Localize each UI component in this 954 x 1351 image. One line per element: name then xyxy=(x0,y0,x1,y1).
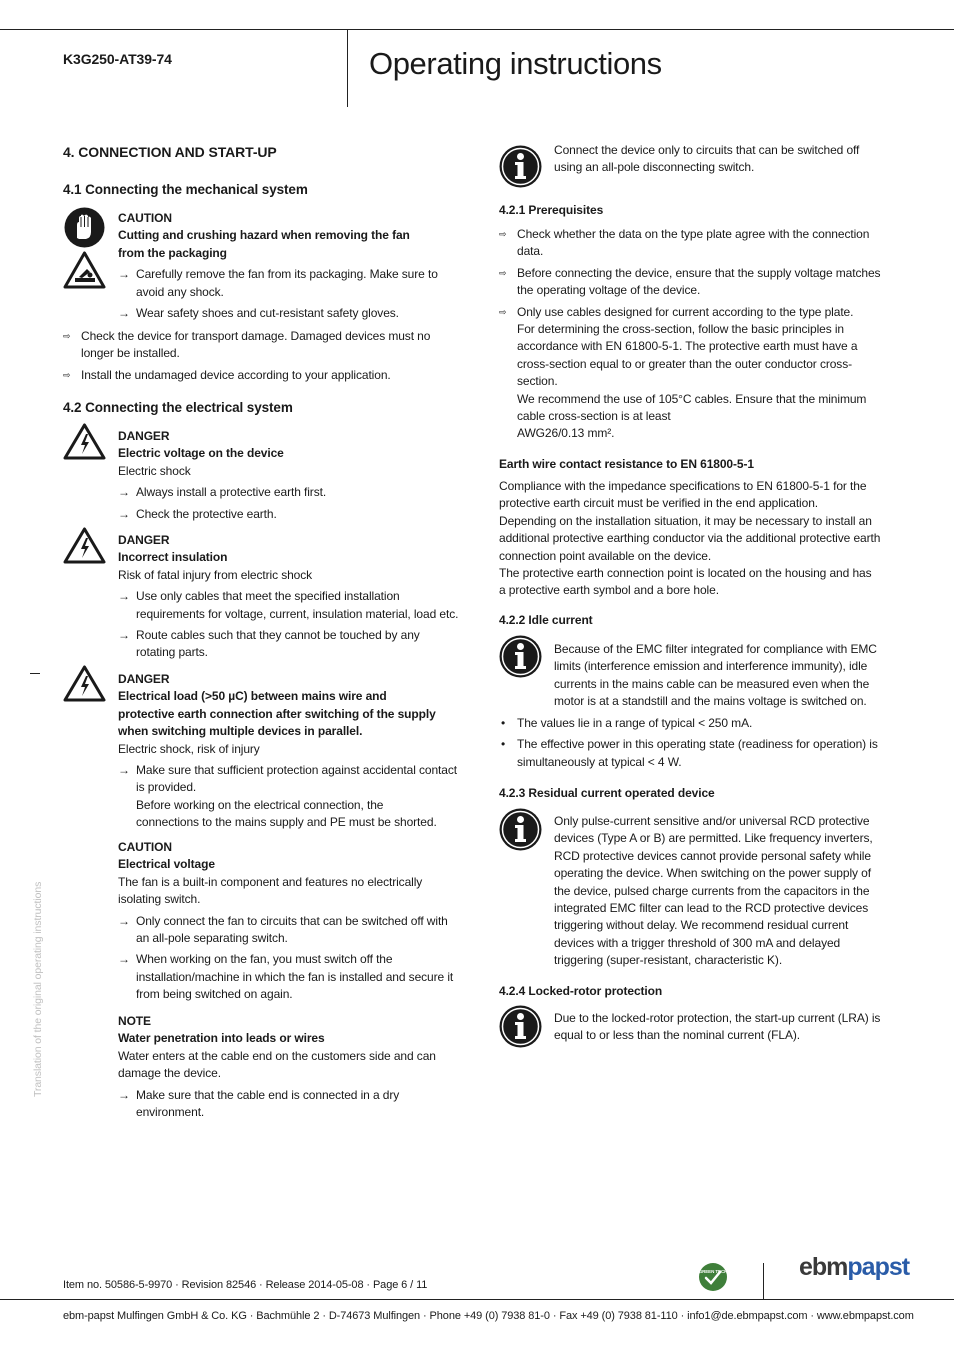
danger-title-line-3: when switching multiple devices in parallel. xyxy=(118,724,363,739)
arrow-item xyxy=(118,1087,468,1122)
electric-hazard-icon xyxy=(63,665,106,708)
bullet-text: Check the device for transport damage. Damaged devices must no xyxy=(81,329,431,343)
paragraph-line: additional protective earthing conductor via the additional protective earth xyxy=(499,531,881,546)
prerequisites-list xyxy=(499,226,894,443)
arrow-text: environment. xyxy=(136,1105,205,1120)
dot-item xyxy=(499,715,894,732)
paragraph-line: Compliance with the impedance specifications to EN 61800-5-1 for the xyxy=(499,479,867,493)
arrow-text: Always install a protective earth first. xyxy=(136,485,327,500)
danger-title-line-1: Electrical load (>50 µC) between mains wire and xyxy=(118,689,387,704)
paragraph-line: The protective earth connection point is located on the housing and has xyxy=(499,566,872,581)
arrow-glyph: → xyxy=(118,485,130,500)
note-label: NOTE xyxy=(118,1014,151,1028)
arrow-text: Wear safety shoes and cut-resistant safety gloves. xyxy=(136,306,399,321)
arrow-text: Use only cables that meet the specified installation xyxy=(136,589,400,604)
arrow-glyph: → xyxy=(118,267,130,282)
arrow-item xyxy=(118,506,463,523)
heading-residual-current: 4.2.3 Residual current operated device xyxy=(499,786,715,800)
bullet-item xyxy=(63,328,463,363)
arrow-text: Make sure that sufficient protection against accidental contact xyxy=(136,763,457,778)
arrow-text: installation/machine in which the fan is installed and secure it xyxy=(136,969,454,984)
info-text: RCD protective devices cannot provide personal safety while xyxy=(554,848,871,863)
arrow-text: requirements for voltage, current, insulation material, load etc. xyxy=(136,606,459,621)
arrow-item xyxy=(118,913,468,948)
heading-prerequisites: 4.2.1 Prerequisites xyxy=(499,203,604,217)
brand-ebm: ebm xyxy=(799,1253,848,1281)
paragraph-line: protective earth circuit must be verified in the end application. xyxy=(499,496,819,511)
dot-glyph: • xyxy=(501,716,506,730)
caution-title-line-2: from the packaging xyxy=(118,245,227,260)
arrow-item xyxy=(118,762,468,832)
note-water xyxy=(118,1013,468,1121)
bullet-text: Install the undamaged device according to your application. xyxy=(81,367,391,382)
footer-item-info: Item no. 50586-5-9970 · Revision 82546 · Release 2014-05-08 · Page 6 / 11 xyxy=(63,1279,428,1291)
dot-glyph: • xyxy=(501,737,506,752)
subsection-heading-mechanical: 4.1 Connecting the mechanical system xyxy=(63,182,308,197)
caution-label: CAUTION xyxy=(118,840,172,854)
bullet-item xyxy=(499,265,894,300)
brand-papst: papst xyxy=(847,1253,910,1281)
info-text: devices with a trigger threshold of 300 mA and delayed xyxy=(554,935,841,950)
info-icon xyxy=(499,1005,542,1053)
header-divider xyxy=(347,29,348,107)
arrow-item xyxy=(118,305,463,322)
arrow-item xyxy=(118,951,468,1003)
danger-title: Electric voltage on the device xyxy=(118,446,284,461)
header-top-rule xyxy=(0,29,954,30)
bullet-text: the operating voltage of the device. xyxy=(517,283,701,298)
caution-description-line-2: isolating switch. xyxy=(118,892,201,907)
bullet-text: data. xyxy=(517,244,544,259)
electric-hazard-icon xyxy=(63,423,106,466)
info-icon xyxy=(499,808,542,856)
dot-text: simultaneously at typical < 4 W. xyxy=(517,754,682,769)
heading-locked-rotor: 4.2.4 Locked-rotor protection xyxy=(499,984,663,998)
caution-electrical-voltage xyxy=(118,839,468,1004)
margin-tick xyxy=(30,673,40,674)
arrow-glyph: → xyxy=(118,763,130,778)
svg-text:GREEN TECH: GREEN TECH xyxy=(698,1269,728,1274)
caution-title: Electrical voltage xyxy=(118,857,215,872)
greentech-logo-icon xyxy=(698,1262,728,1297)
info-text: operating the device. When switching on the power supply of xyxy=(554,866,871,881)
bullet-text: AWG26/0.13 mm². xyxy=(517,426,615,441)
footer-divider xyxy=(763,1263,764,1299)
info-text: devices (Type A or B) are permitted. Like frequency inverters, xyxy=(554,831,873,846)
caution-label: CAUTION xyxy=(118,211,172,225)
bullet-glyph: ⇨ xyxy=(499,229,507,239)
info-idle-current xyxy=(554,641,894,711)
info-text: limits (interference emission and interference immunity), idle xyxy=(554,659,868,674)
arrow-text: Only connect the fan to circuits that can be switched off with xyxy=(136,913,448,928)
arrow-text: an all-pole separating switch. xyxy=(136,931,288,946)
footer-rule xyxy=(0,1299,954,1300)
info-text: Due to the locked-rotor protection, the start-up current (LRA) is xyxy=(554,1011,881,1025)
arrow-text: When working on the fan, you must switch off the xyxy=(136,952,393,967)
arrow-item xyxy=(118,484,463,501)
paragraph-line: connection point available on the device. xyxy=(499,548,712,563)
ebmpapst-logo xyxy=(799,1253,910,1281)
info-text: motor is at a standstill and the mains voltage is switched on. xyxy=(554,694,867,709)
info-text: Connect the device only to circuits that can be switched off xyxy=(554,143,860,157)
info-text: using an all-pole disconnecting switch. xyxy=(554,160,755,175)
info-text: triggering (super-resistant, characteristic K). xyxy=(554,953,783,968)
bullet-text: cross-section equal to or greater than the outer conductor cross- xyxy=(517,356,853,371)
danger-voltage xyxy=(118,428,463,523)
bullet-item xyxy=(63,367,463,384)
bullet-text: section. xyxy=(517,374,558,389)
arrow-item xyxy=(118,266,463,301)
bullet-text: For determining the cross-section, follow the basic principles in xyxy=(517,322,844,337)
danger-label: DANGER xyxy=(118,429,170,443)
arrow-text: avoid any shock. xyxy=(136,284,224,299)
caution-mechanical xyxy=(118,210,463,322)
danger-title: Incorrect insulation xyxy=(118,550,228,565)
arrow-text: Make sure that the cable end is connected in a dry xyxy=(136,1087,400,1102)
info-residual-current xyxy=(554,813,894,970)
arrow-glyph: → xyxy=(118,1087,130,1102)
bullet-text: Before connecting the device, ensure that the supply voltage matches xyxy=(517,265,881,280)
info-text: Because of the EMC filter integrated for compliance with EMC xyxy=(554,642,877,656)
paragraph-line: a protective earth symbol and a bore hole. xyxy=(499,583,719,598)
note-description-line-2: damage the device. xyxy=(118,1066,221,1081)
info-icon xyxy=(499,635,542,683)
bullet-glyph: ⇨ xyxy=(499,267,507,278)
bullet-text: Check whether the data on the type plate agree with the connection xyxy=(517,227,870,241)
info-icon xyxy=(499,145,542,193)
dot-item xyxy=(499,736,894,771)
side-watermark-text: Translation of the original operating instructions xyxy=(32,881,44,1097)
arrow-text: Route cables such that they cannot be touched by any xyxy=(136,628,420,643)
danger-title-line-2: protective earth connection after switching of the supply xyxy=(118,706,436,721)
bullet-item xyxy=(499,226,894,261)
info-text: triggering without delay. We recommend residual current xyxy=(554,918,849,933)
note-title: Water penetration into leads or wires xyxy=(118,1031,325,1046)
arrow-text: Check the protective earth. xyxy=(136,506,277,521)
info-locked-rotor xyxy=(554,1010,894,1045)
danger-label: DANGER xyxy=(118,533,170,547)
bullet-item xyxy=(499,304,894,443)
electric-hazard-icon xyxy=(63,527,106,570)
mechanical-bullets xyxy=(63,328,463,384)
info-text: currents in the mains cable can be measured even when the xyxy=(554,676,870,691)
paragraph-line: Depending on the installation situation, it may be necessary to install an xyxy=(499,513,872,528)
bullet-glyph: ⇨ xyxy=(63,369,71,380)
arrow-text: Before working on the electrical connection, the xyxy=(136,797,384,812)
bullet-text: We recommend the use of 105°C cables. Ensure that the minimum xyxy=(517,391,867,406)
info-text: Only pulse-current sensitive and/or universal RCD protective xyxy=(554,814,870,828)
arrow-text: Carefully remove the fan from its packaging. Make sure to xyxy=(136,267,438,282)
arrow-text: connections to the mains supply and PE must be shorted. xyxy=(136,815,437,830)
danger-label: DANGER xyxy=(118,672,170,686)
idle-current-list xyxy=(499,715,894,771)
page-title: Operating instructions xyxy=(369,46,662,81)
danger-description: Risk of fatal injury from electric shock xyxy=(118,567,313,582)
arrow-item xyxy=(118,588,468,623)
bullet-text: accordance with EN 61800-5-1. The protective earth must have a xyxy=(517,339,858,354)
caution-description-line-1: The fan is a built-in component and features no electrically xyxy=(118,874,423,889)
arrow-glyph: → xyxy=(118,952,130,967)
arrow-glyph: → xyxy=(118,506,130,521)
bullet-glyph: ⇨ xyxy=(499,306,507,317)
arrow-glyph: → xyxy=(118,589,130,604)
danger-description: Electric shock, risk of injury xyxy=(118,741,260,756)
info-text: integrated EMC filter can lead to the RCD protective devices xyxy=(554,901,869,916)
gloves-icon xyxy=(64,207,105,253)
note-description-line-1: Water enters at the cable end on the customers side and can xyxy=(118,1048,436,1063)
product-code: K3G250-AT39-74 xyxy=(63,51,172,67)
danger-description: Electric shock xyxy=(118,463,191,478)
heading-idle-current: 4.2.2 Idle current xyxy=(499,613,593,627)
bullet-text: Only use cables designed for current according to the type plate. xyxy=(517,304,854,319)
section-heading: 4. CONNECTION AND START-UP xyxy=(63,144,277,160)
arrow-text: is provided. xyxy=(136,780,197,795)
bullet-text: cable cross-section is at least xyxy=(517,409,671,424)
earth-wire-paragraph xyxy=(499,478,894,600)
info-text: equal to or less than the nominal current (FLA). xyxy=(554,1028,800,1043)
subsection-heading-electrical: 4.2 Connecting the electrical system xyxy=(63,400,293,415)
dot-text: The values lie in a range of typical < 250 mA. xyxy=(517,716,753,730)
footer-company-info: ebm-papst Mulfingen GmbH & Co. KG · Bachmühle 2 · D-74673 Mulfingen · Phone +49 (0) 7938 81-0 · Fax +49 (0) 7938 81-110 · info1@de.ebmpapst.com · www.ebmpapst.com xyxy=(63,1310,914,1322)
caution-title-line-1: Cutting and crushing hazard when removing the fan xyxy=(118,228,410,243)
danger-electrical-load xyxy=(118,671,468,832)
info-disconnect xyxy=(554,142,894,177)
arrow-item xyxy=(118,627,468,662)
arrow-glyph: → xyxy=(118,628,130,643)
bullet-text: longer be installed. xyxy=(81,346,180,361)
arrow-text: rotating parts. xyxy=(136,645,208,660)
info-text: the device, pulsed charge currents from the capacitors in the xyxy=(554,883,870,898)
dot-text: The effective power in this operating state (readiness for operation) is xyxy=(517,737,878,752)
crush-hazard-icon xyxy=(63,251,106,295)
heading-earth-wire: Earth wire contact resistance to EN 61800-5-1 xyxy=(499,457,754,471)
arrow-glyph: → xyxy=(118,306,130,321)
danger-insulation xyxy=(118,532,468,662)
arrow-text: from being switched on again. xyxy=(136,987,293,1002)
arrow-glyph: → xyxy=(118,913,130,928)
bullet-glyph: ⇨ xyxy=(63,331,71,341)
